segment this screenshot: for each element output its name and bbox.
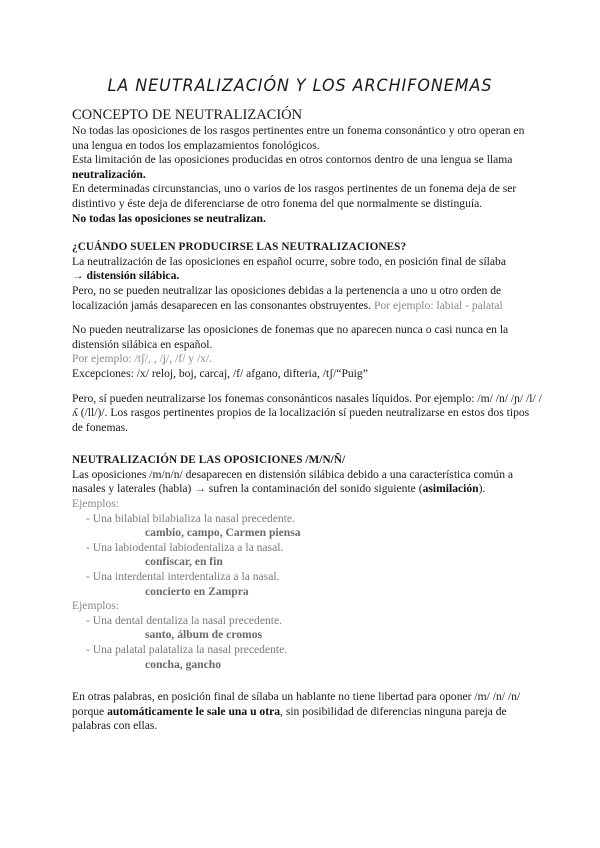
paragraph: En determinadas circunstancias, uno o varios de los rasgos pertinentes de un fonema deja de ser distintivo y éste deja de diferenciarse de otro fonema del que normalmente se distinguía. <box>72 182 517 210</box>
paragraph: No pueden neutralizarse las oposiciones de fonemas que no aparecen nunca o casi nunca en la distensión silábica en español. <box>72 323 509 351</box>
example-words: cambio, campo, Carmen piensa <box>145 526 301 540</box>
examples-label: Ejemplos: <box>72 599 120 613</box>
document-body <box>72 106 542 734</box>
example-words: concha, gancho <box>145 657 222 671</box>
rule-item: - Una labiodental labiodentaliza a la nasal. <box>86 540 284 554</box>
example-words: concierto en Zampra <box>145 584 249 598</box>
section-heading-concepto: CONCEPTO DE NEUTRALIZACIÓN <box>72 107 303 123</box>
paragraph: No todas las oposiciones de los rasgos pertinentes entre un fonema consonántico y otro operan en una lengua en todos los emplazamientos fonológicos. <box>72 124 525 152</box>
example-note: Por ejemplo: /tʃ/, , /ʝ/, /f/ y /x/. <box>72 352 213 366</box>
rule-item: - Una bilabial bilabializa la nasal precedente. <box>86 511 295 525</box>
bold-term: asimilación <box>422 482 479 496</box>
paragraph: Esta limitación de las oposiciones producidas en otros contornos dentro de una lengua se llama neutralización. <box>72 153 513 181</box>
page-title: LA NEUTRALIZACIÓN Y LOS ARCHIFONEMAS <box>107 76 493 96</box>
rule-item: - Una palatal palataliza la nasal precedente. <box>86 643 288 656</box>
paragraph: Pero, no se pueden neutralizar las oposiciones debidas a la pertenencia a uno u otro orden de localización jamás desaparecen en las consonantes obstruyentes. Por ejemplo: labial - palatal <box>72 283 503 312</box>
paragraph: Las oposiciones /m/n/n/ desaparecen en distensión silábica debido a una característica común a nasales y laterales (habla) → sufren la contaminación del sonido siguiente (asimilación). <box>72 467 514 496</box>
paragraph: En otras palabras, en posición final de sílaba un hablante no tiene libertad para oponer /m/ /n/ /n/ porque automáticamente le sale una u otra, sin posibilidad de diferencias ninguna pareja de palabras con ellas. <box>72 690 521 733</box>
bold-term: automáticamente le sale una u otra <box>107 704 281 718</box>
paragraph: Pero, sí pueden neutralizarse los fonemas consonánticos nasales líquidos. Por ejemplo: /m/ /n/ /ɲ/ /l/ /ʎ (/ll/)/. Los rasgos pertinentes propios de la localización sí pueden neutralizarse en estos dos tipos de fonemas. <box>72 391 542 434</box>
paragraph-bold: No todas las oposiciones se neutralizan. <box>72 211 266 225</box>
example-words: confiscar, en fin <box>145 555 223 569</box>
examples-label: Ejemplos: <box>72 497 120 511</box>
rule-item: - Una interdental interdentaliza a la nasal. <box>86 570 280 584</box>
section-heading-cuando: ¿CUÁNDO SUELEN PRODUCIRSE LAS NEUTRALIZACIONES? <box>72 241 407 254</box>
paragraph: → distensión silábica. <box>72 269 180 283</box>
section-heading-neutralizacion-mnn: NEUTRALIZACIÓN DE LAS OPOSICIONES /M/N/Ñ/ <box>72 454 346 467</box>
bold-term: distensión silábica. <box>86 269 180 283</box>
example-words: santo, álbum de cromos <box>145 628 263 642</box>
rule-item: - Una dental dentaliza la nasal precedente. <box>86 613 283 627</box>
bold-term: neutralización. <box>72 167 146 181</box>
paragraph: La neutralización de las oposiciones en español ocurre, sobre todo, en posición final de sílaba <box>72 254 506 268</box>
example-note: Por ejemplo: labial - palatal <box>373 298 503 312</box>
paragraph: Excepciones: /x/ reloj, boj, carcaj, /f/ afgano, difteria, /tʃ/“Puig” <box>72 366 368 380</box>
